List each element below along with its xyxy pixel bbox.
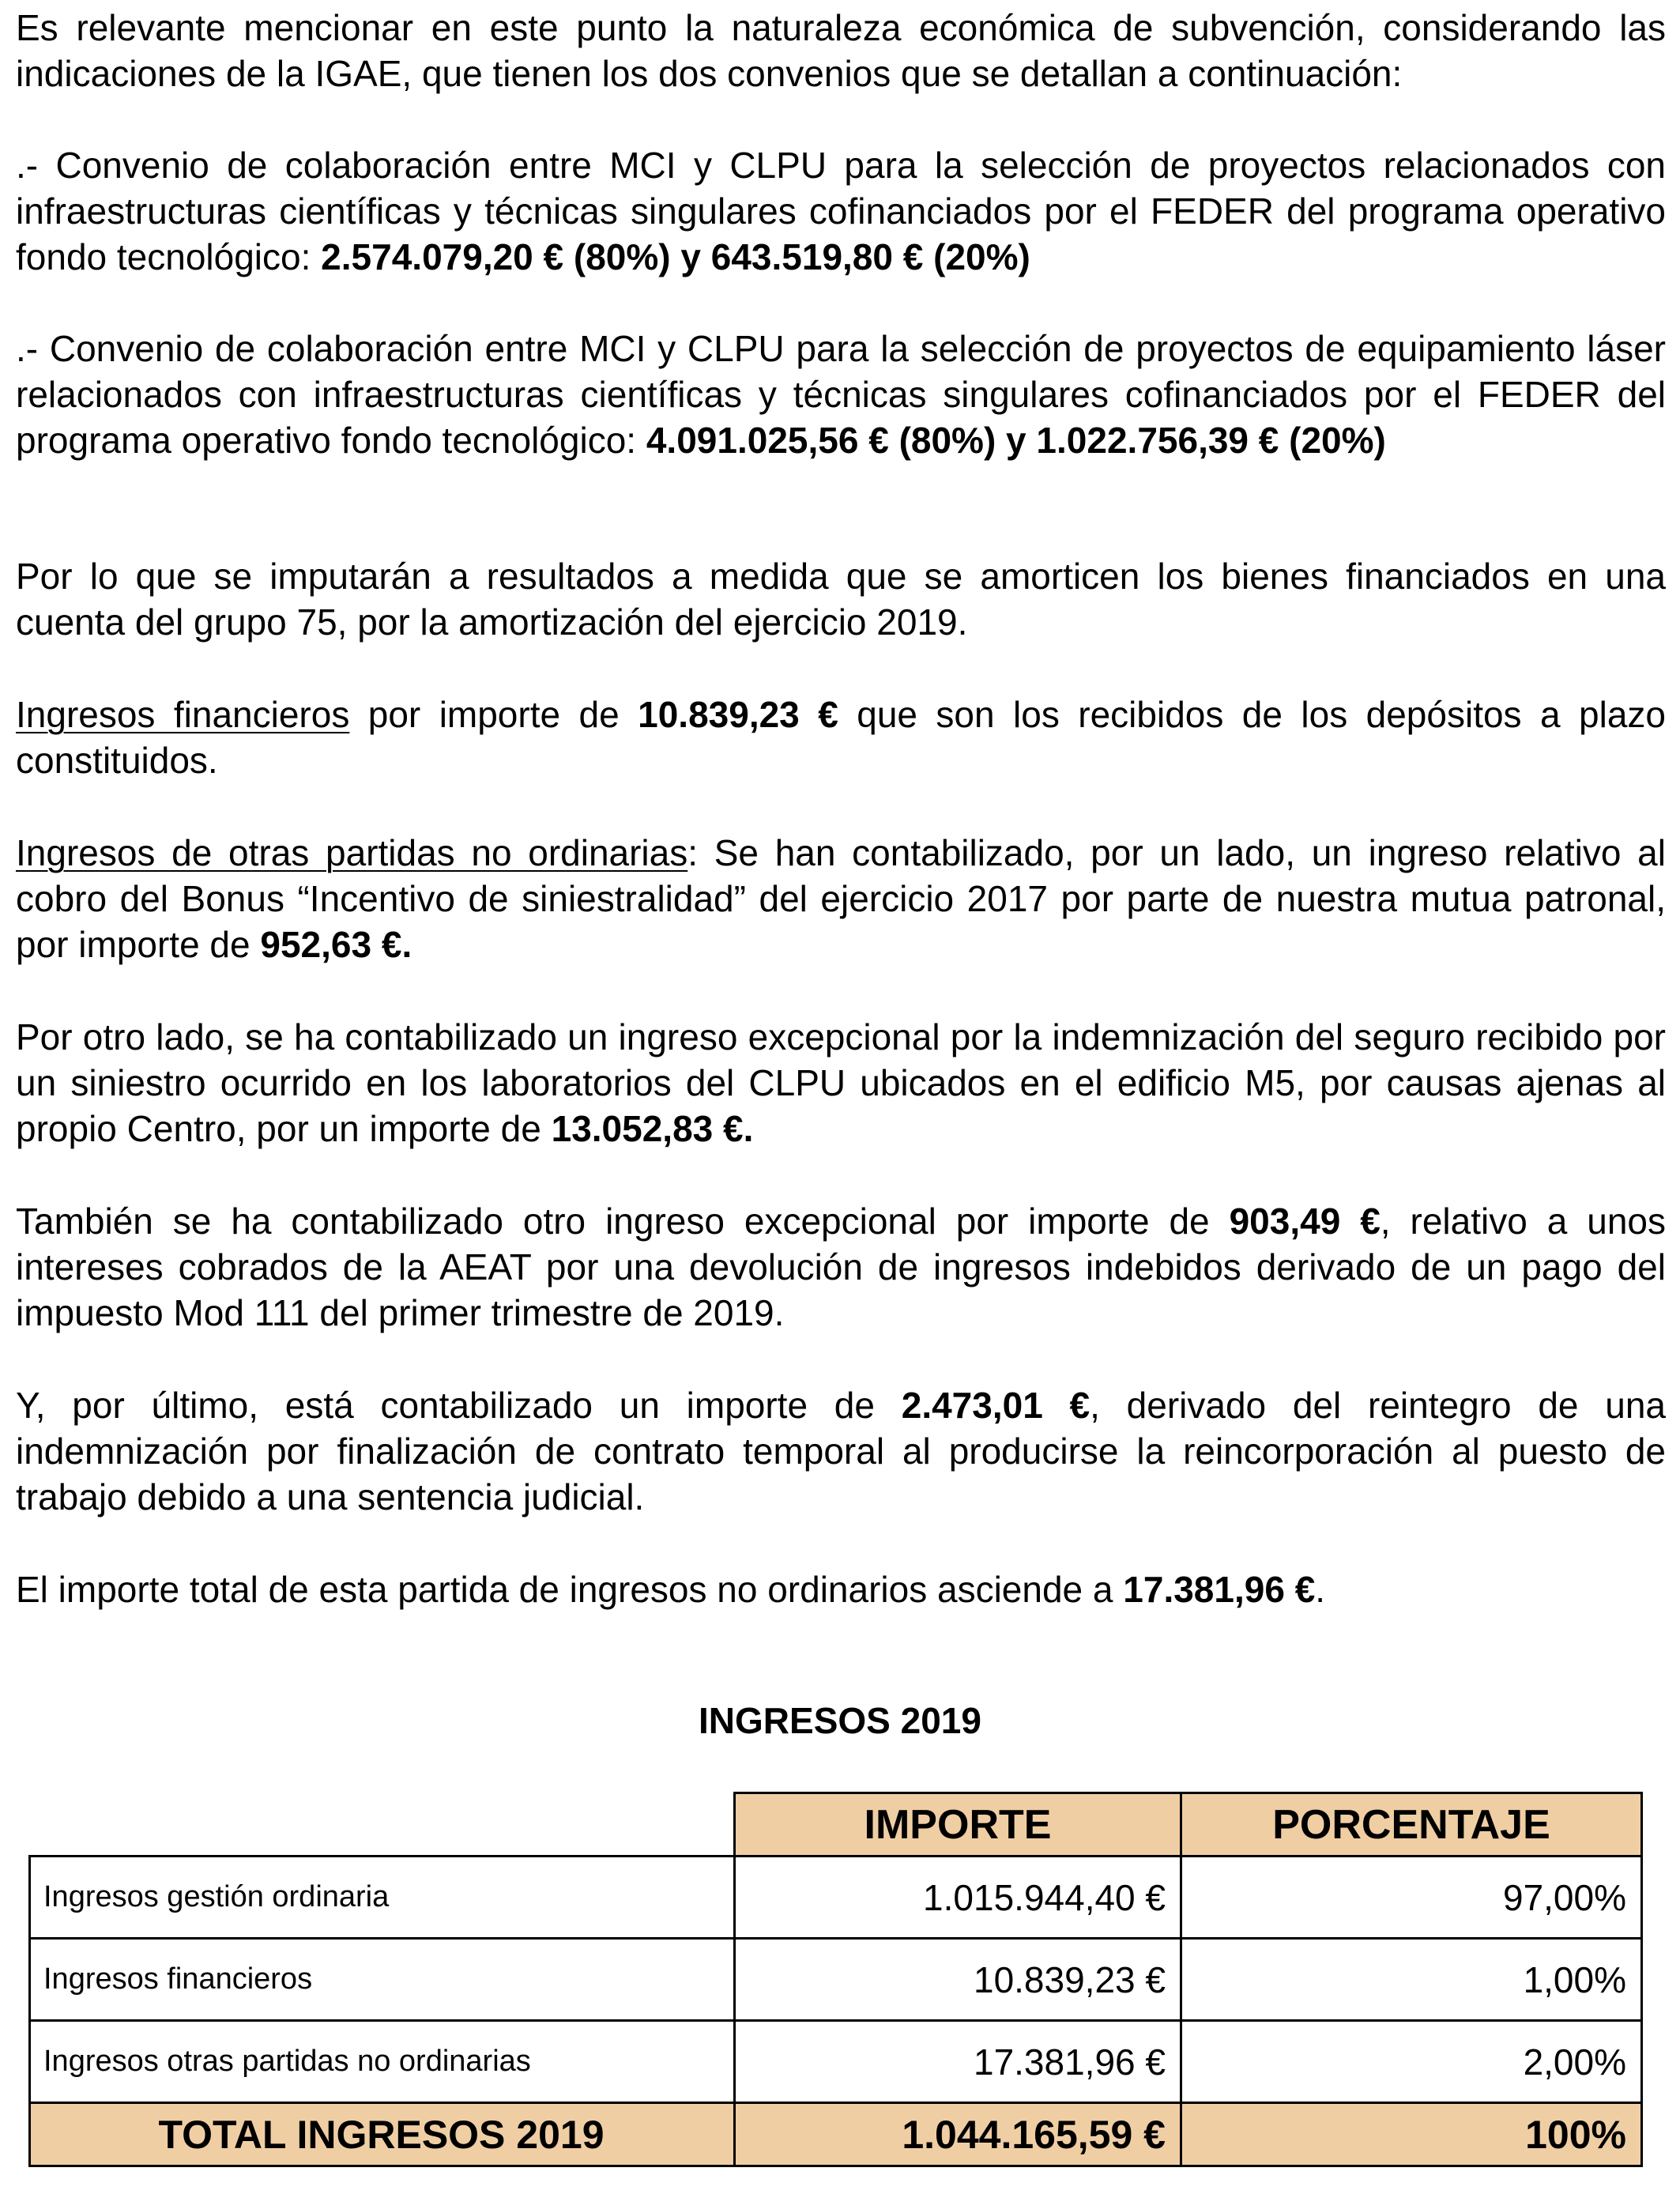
- row-concept: Ingresos gestión ordinaria: [30, 1857, 735, 1939]
- table-row: [30, 2021, 1642, 2103]
- row-amount: 17.381,96 €: [735, 2021, 1181, 2103]
- header-porcentaje: PORCENTAJE: [1181, 1793, 1642, 1857]
- table-title: INGRESOS 2019: [699, 1700, 981, 1741]
- reintegro-start: Y, por último, está contabilizado un importe de: [16, 1385, 902, 1426]
- aeat-start: También se ha contabilizado otro ingreso excepcional por importe de: [16, 1201, 1230, 1242]
- table-header-row: [30, 1793, 1642, 1857]
- row-percent: 2,00%: [1181, 2021, 1642, 2103]
- table-row: [30, 1857, 1642, 1939]
- paragraph-insurance: [16, 1014, 1666, 1152]
- total-amount-cell: 1.044.165,59 €: [735, 2103, 1181, 2166]
- table-total-row: [30, 2103, 1642, 2166]
- row-amount: 1.015.944,40 €: [735, 1857, 1181, 1939]
- financial-income-mid: por importe de: [349, 694, 638, 735]
- header-blank-cell: [30, 1793, 735, 1857]
- total-amount: 17.381,96 €: [1123, 1569, 1316, 1610]
- convenio-2-text: .- Convenio de colaboración entre MCI y CLPU para la selección de proyectos de equipamiento láser relacionados con infraestructuras científicas y técnicas singulares cofinanciados por el FEDER del programa operativo fondo tecnológico:: [16, 328, 1666, 461]
- row-concept: Ingresos financieros: [30, 1939, 735, 2021]
- reintegro-amount: 2.473,01 €: [901, 1385, 1090, 1426]
- financial-income-end: que son los recibidos de los depósitos a plazo constituidos.: [16, 694, 1666, 781]
- row-concept: Ingresos otras partidas no ordinarias: [30, 2021, 735, 2103]
- total-percent-cell: 100%: [1181, 2103, 1642, 2166]
- other-income-label: Ingresos de otras partidas no ordinarias: [16, 832, 688, 873]
- imputation-text: Por lo que se imputarán a resultados a medida que se amorticen los bienes financiados en una cuenta del grupo 75, por la amortización del ejercicio 2019.: [16, 556, 1666, 643]
- income-table: [28, 1792, 1643, 2167]
- convenio-1-text: .- Convenio de colaboración entre MCI y CLPU para la selección de proyectos relacionados con infraestructuras científicas y técnicas singulares cofinanciados por el FEDER del programa operativo fondo tecnológico:: [16, 145, 1666, 277]
- aeat-end: , relativo a unos intereses cobrados de la AEAT por una devolución de ingresos indebidos derivado de un pago del impuesto Mod 111 del primer trimestre de 2019.: [16, 1201, 1666, 1333]
- aeat-amount: 903,49 €: [1229, 1201, 1381, 1242]
- convenio-1-amount: 2.574.079,20 € (80%) y 643.519,80 € (20%): [321, 236, 1030, 277]
- financial-income-amount: 10.839,23 €: [638, 694, 838, 735]
- paragraph-total: [16, 1566, 1666, 1612]
- other-income-text: : Se han contabilizado, por un lado, un ingreso relativo al cobro del Bonus “Incentivo de siniestralidad” del ejercicio 2017 por parte de nuestra mutua patronal, por importe de: [16, 832, 1666, 965]
- paragraph-intro: [16, 5, 1666, 96]
- paragraph-reintegro: [16, 1382, 1666, 1520]
- total-concept: TOTAL INGRESOS 2019: [30, 2103, 735, 2166]
- paragraph-convenio-2: [16, 326, 1666, 463]
- paragraph-other-income: [16, 830, 1666, 967]
- paragraph-financial-income: [16, 692, 1666, 783]
- reintegro-end: , derivado del reintegro de una indemnización por finalización de contrato temporal al producirse la reincorporación al puesto de trabajo debido a una sentencia judicial.: [16, 1385, 1666, 1517]
- row-amount: 10.839,23 €: [735, 1939, 1181, 2021]
- financial-income-label: Ingresos financieros: [16, 694, 350, 735]
- total-start: El importe total de esta partida de ingresos no ordinarios asciende a: [16, 1569, 1124, 1610]
- row-percent: 97,00%: [1181, 1857, 1642, 1939]
- table-row: [30, 1939, 1642, 2021]
- other-income-amount: 952,63 €.: [260, 924, 412, 965]
- paragraph-aeat: [16, 1198, 1666, 1336]
- insurance-text: Por otro lado, se ha contabilizado un ingreso excepcional por la indemnización del seguro recibido por un siniestro ocurrido en los laboratorios del CLPU ubicados en el edificio M5, por causas ajenas al propio Centro, por un importe de: [16, 1016, 1666, 1149]
- paragraph-imputation: [16, 553, 1666, 645]
- row-percent: 1,00%: [1181, 1939, 1642, 2021]
- insurance-amount: 13.052,83 €.: [551, 1108, 754, 1149]
- header-importe: IMPORTE: [735, 1793, 1181, 1857]
- convenio-2-amount: 4.091.025,56 € (80%) y 1.022.756,39 € (20%): [646, 420, 1386, 461]
- total-end: .: [1315, 1569, 1326, 1610]
- paragraph-convenio-1: [16, 142, 1666, 280]
- intro-text: Es relevante mencionar en este punto la naturaleza económica de subvención, considerando las indicaciones de la IGAE, que tienen los dos convenios que se detallan a continuación:: [16, 7, 1666, 94]
